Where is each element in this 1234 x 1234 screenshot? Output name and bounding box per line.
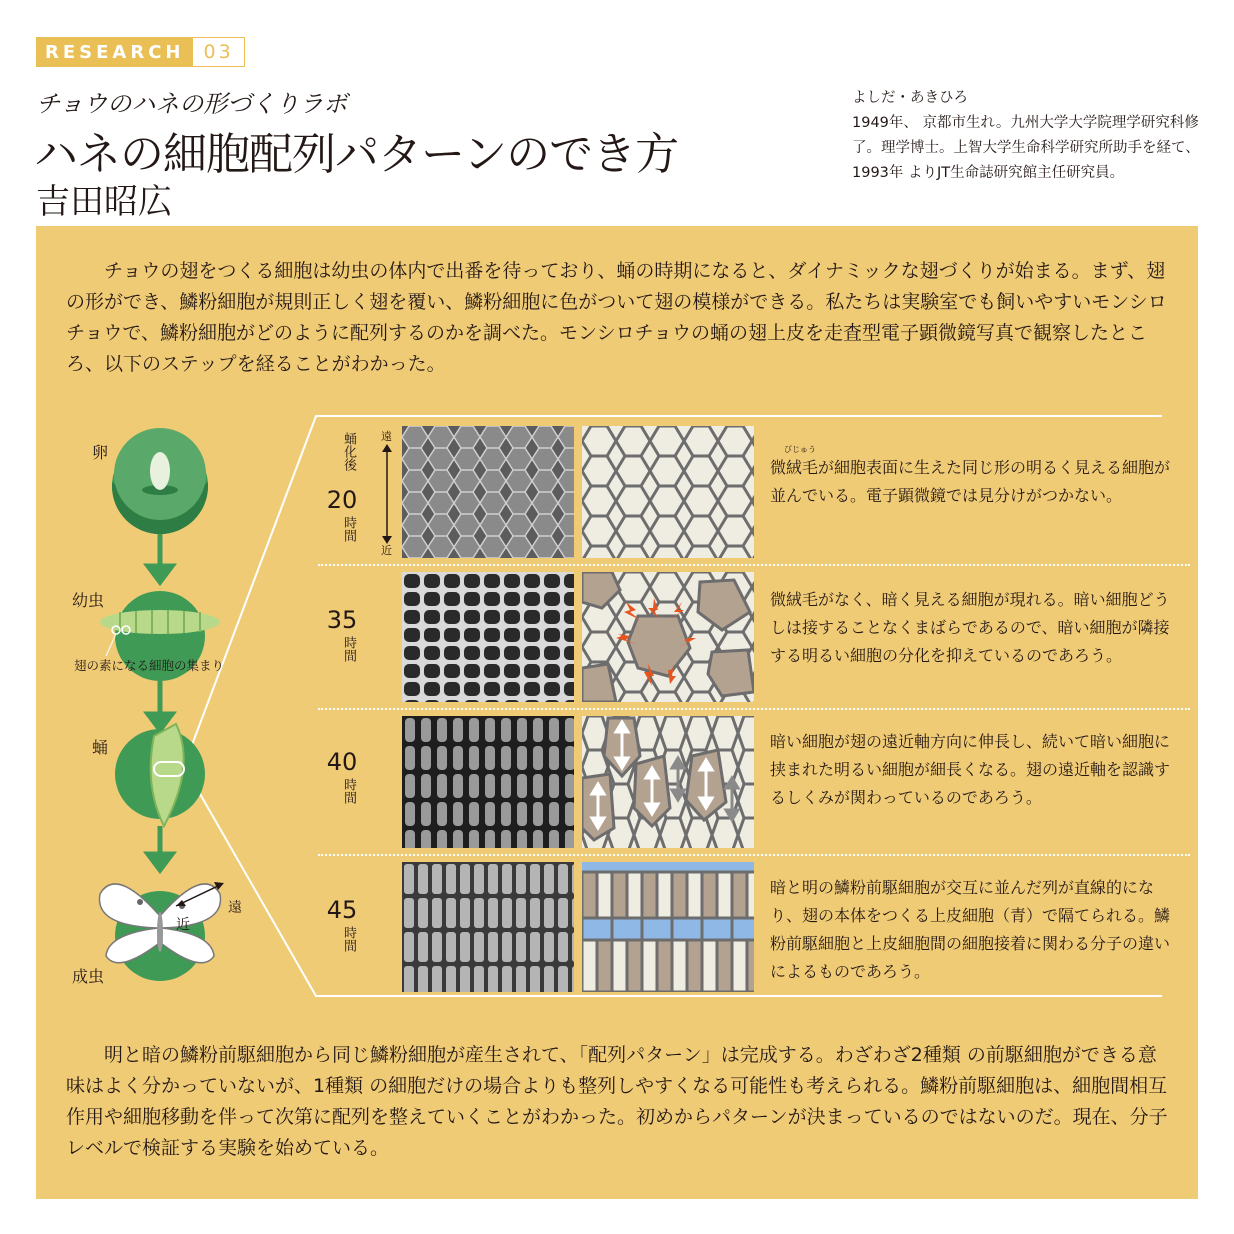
schematic-20h xyxy=(582,426,754,558)
row2-description: 微絨毛がなく、暗く見える細胞が現れる。暗い細胞どうしは接することなくまばらであるので、暗い細胞が隣接する明るい細胞の分化を抑えているのであろう。 xyxy=(770,590,1170,665)
row2-hours: 35 xyxy=(326,606,358,634)
stage-larva-label: 幼虫 xyxy=(72,591,105,610)
axis-near-label: 近 xyxy=(381,544,392,557)
micrograph-35h xyxy=(402,572,574,704)
row1-prefix: 蛹化後 xyxy=(341,432,356,471)
micrograph-45h xyxy=(402,862,574,994)
axis-far-label: 遠 xyxy=(381,430,392,443)
page-title: ハネの細胞配列パターンのでき方 xyxy=(34,129,679,180)
schematic-40h xyxy=(582,716,754,848)
row-separator xyxy=(318,854,1190,856)
research-tag xyxy=(36,37,240,67)
subtitle: チョウのハネの形づくりラボ xyxy=(36,90,348,118)
ruby-annotation: びじゅう xyxy=(784,445,816,454)
near-label: 近 xyxy=(176,917,190,933)
stage-adult-label: 成虫 xyxy=(72,967,105,986)
egg-icon xyxy=(150,452,170,490)
lifecycle-diagram xyxy=(36,226,336,1006)
row4-description: 暗と明の鱗粉前駆細胞が交互に並んだ列が直線的になり、翅の本体をつくる上皮細胞（青）で隔てられる。鱗粉前駆細胞と上皮細胞間の細胞接着に関わる分子の違いによるものであろう。 xyxy=(770,878,1171,981)
intro-paragraph: チョウの翅をつくる細胞は幼虫の体内で出番を待っており、蛹の時期になると、ダイナミックな翅づくりが始まる。まず、翅の形ができ、鱗粉細胞が規則正しく翅を覆い、鱗粉細胞に色がついて翅の模様ができる。私たちは実験室でも飼いやすいモンシロチョウで、鱗粉細胞がどのように配列するのかを調べた。モンシロチョウの蛹の翅上皮を走査型電子顕微鏡写真で観察したところ、以下のステップを経ることがわかった。 xyxy=(66,260,1167,375)
author-name: 吉田昭広 xyxy=(36,182,172,222)
axis-arrow-icon xyxy=(380,444,394,544)
larva-icon xyxy=(100,610,220,634)
tag-number: 03 xyxy=(193,37,244,67)
stage-pupa-label: 蛹 xyxy=(92,738,109,757)
row2-unit: 時間 xyxy=(341,636,356,662)
row3-description: 暗い細胞が翅の遠近軸方向に伸長し、続いて暗い細胞に挟まれた明るい細胞が細長くなる。翅の遠近軸を認識するしくみが関わっているのであろう。 xyxy=(770,732,1171,807)
micrograph-20h xyxy=(402,426,574,558)
row3-hours: 40 xyxy=(326,748,358,776)
schematic-45h xyxy=(582,862,754,992)
row1-unit: 時間 xyxy=(341,516,356,542)
outro-paragraph: 明と暗の鱗粉前駆細胞から同じ鱗粉細胞が産生されて、「配列パターン」は完成する。わざわざ2種類 の前駆細胞ができる意味はよく分かっていないが、1種類 の細胞だけの場合よりも整列しやすくなる可能性も考えられる。鱗粉前駆細胞は、細胞間相互作用や細胞移動を伴って次第に配列を整えていくことがわかった。初めからパターンが決まっているのではないのだ。現在、分子レベルで検証する実験を始めている。 xyxy=(66,1044,1168,1159)
larva-note: 翅の素になる細胞の集まり xyxy=(74,658,225,673)
micrograph-40h xyxy=(402,716,574,848)
author-bio: よしだ・あきひろ 1949年、 京都市生れ。九州大学大学院理学研究科修了。理学博士。上智大学生命科学研究所助手を経て、1993年 よりJT生命誌研究館主任研究員。 xyxy=(852,90,1200,181)
tag-label: RESEARCH xyxy=(36,37,193,67)
schematic-35h xyxy=(582,572,754,702)
row-separator xyxy=(318,708,1190,710)
row4-hours: 45 xyxy=(326,896,358,924)
row1-hours: 20 xyxy=(326,486,358,514)
row3-unit: 時間 xyxy=(341,778,356,804)
row-separator xyxy=(318,564,1190,566)
row1-description: 微絨毛が細胞表面に生えた同じ形の明るく見える細胞が並んでいる。電子顕微鏡では見分けがつかない。 xyxy=(770,458,1171,505)
row4-unit: 時間 xyxy=(341,926,356,952)
far-label: 遠 xyxy=(228,900,242,916)
stage-egg-label: 卵 xyxy=(92,443,109,462)
